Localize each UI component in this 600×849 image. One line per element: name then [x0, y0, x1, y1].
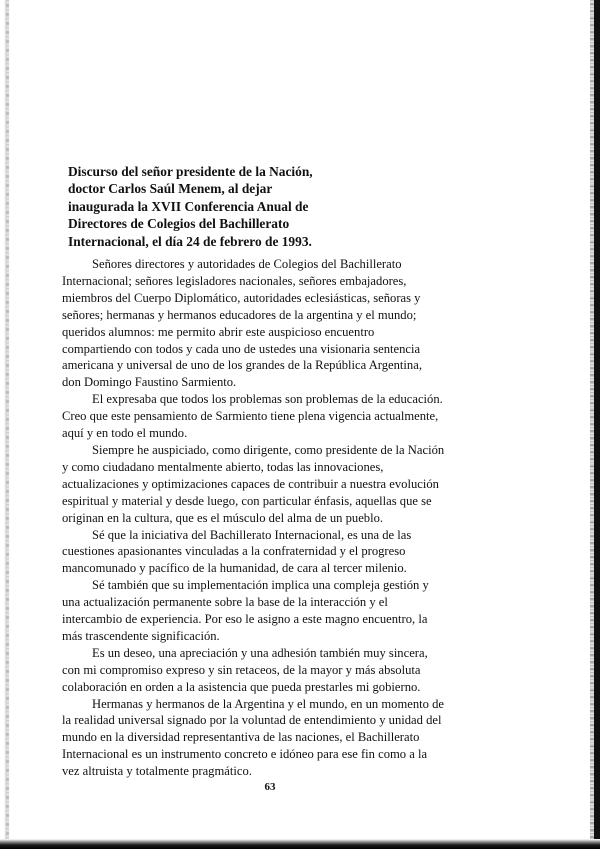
text-line: Internacional; señores legisladores nacionales, señores embajadores,: [62, 273, 407, 288]
text-line: Señores directores y autoridades de Colegios del Bachillerato: [92, 257, 402, 271]
text-line: compartiendo con todos y cada uno de ustedes una visionaria sentencia: [62, 341, 421, 356]
paragraph: [62, 442, 492, 527]
text-line: vez altruista y totalmente pragmático.: [62, 764, 252, 779]
text-line: Sé que la iniciativa del Bachillerato Internacional, es una de las: [92, 527, 412, 542]
text-line: Siempre he auspiciado, como dirigente, como presidente de la Nación: [92, 442, 445, 457]
paragraph: [62, 391, 492, 442]
text-line: Es un deseo, una apreciación y una adhesión también muy sincera,: [92, 645, 428, 660]
text-line: aquí y en todo el mundo.: [62, 426, 188, 441]
text-line: miembros del Cuerpo Diplomático, autoridades eclesiásticas, señoras y: [62, 290, 421, 305]
text-line: una actualización permanente sobre la base de la interacción y el: [62, 595, 388, 610]
title-line: doctor Carlos Saúl Menem, al dejar: [68, 181, 273, 197]
text-line: intercambio de experiencia. Por eso le asigno a este magno encuentro, la: [62, 612, 428, 627]
page-number: 63: [264, 781, 276, 793]
title-line: Internacional, el día 24 de febrero de 1993.: [68, 233, 312, 249]
scan-left-binding: [6, 0, 9, 849]
text-line: actualizaciones y optimizaciones capaces de contribuir a nuestra evolución: [62, 476, 439, 491]
text-line: don Domingo Faustino Sarmiento.: [62, 375, 237, 390]
text-line: colaboración en orden a la asistencia que pueda prestarles mi gobierno.: [62, 679, 421, 694]
text-line: con mi compromiso expreso y sin retaceos, de la mayor y más absoluta: [62, 662, 421, 677]
paragraph: [62, 645, 492, 696]
paragraph: [62, 577, 492, 645]
text-line: mancomunado y pacífico de la humanidad, de cara al tercer milenio.: [62, 561, 407, 576]
text-line: más trascendente significación.: [62, 628, 220, 643]
text-line: espiritual y material y desde luego, con particular énfasis, aquellas que se: [62, 493, 432, 508]
scan-bottom-edge: [0, 839, 600, 849]
scan-left-edge: [0, 0, 22, 849]
text-line: Sé también que su implementación implica una compleja gestión y: [92, 578, 429, 593]
speech-title: [68, 163, 408, 250]
speech-body: [62, 256, 492, 780]
scan-right-edge: [594, 0, 600, 849]
text-line: Internacional es un instrumento concreto e idóneo para ese fin como a la: [62, 747, 428, 762]
text-line: mundo en la diversidad representantiva de las naciones, el Bachillerato: [62, 730, 420, 745]
paragraph: [62, 527, 492, 578]
text-line: originan en la cultura, que es el músculo del alma de un pueblo.: [62, 510, 384, 525]
text-line: y como ciudadano mentalmente abierto, todas las innovaciones,: [62, 459, 384, 474]
paragraph: [62, 696, 492, 781]
text-line: americana y universal de uno de los grandes de la República Argentina,: [62, 358, 422, 373]
text-line: Creo que este pensamiento de Sarmiento tiene plena vigencia actualmente,: [62, 409, 439, 424]
title-line: Discurso del señor presidente de la Nación,: [68, 164, 313, 179]
text-line: El expresaba que todos los problemas son problemas de la educación.: [92, 392, 443, 407]
paragraph: [62, 256, 492, 391]
title-line: Directores de Colegios del Bachillerato: [68, 216, 290, 232]
text-line: la realidad universal signado por la voluntad de entendimiento y unidad del: [62, 713, 442, 728]
text-line: cuestiones apasionantes vinculadas a la confraternidad y el progreso: [62, 544, 406, 559]
title-line: inaugurada la XVII Conferencia Anual de: [68, 198, 309, 214]
text-line: queridos alumnos: me permito abrir este auspicioso encuentro: [62, 324, 375, 339]
text-line: Hermanas y hermanos de la Argentina y el mundo, en un momento de: [92, 696, 444, 711]
text-line: señores; hermanas y hermanos educadores de la argentina y el mundo;: [62, 307, 417, 322]
